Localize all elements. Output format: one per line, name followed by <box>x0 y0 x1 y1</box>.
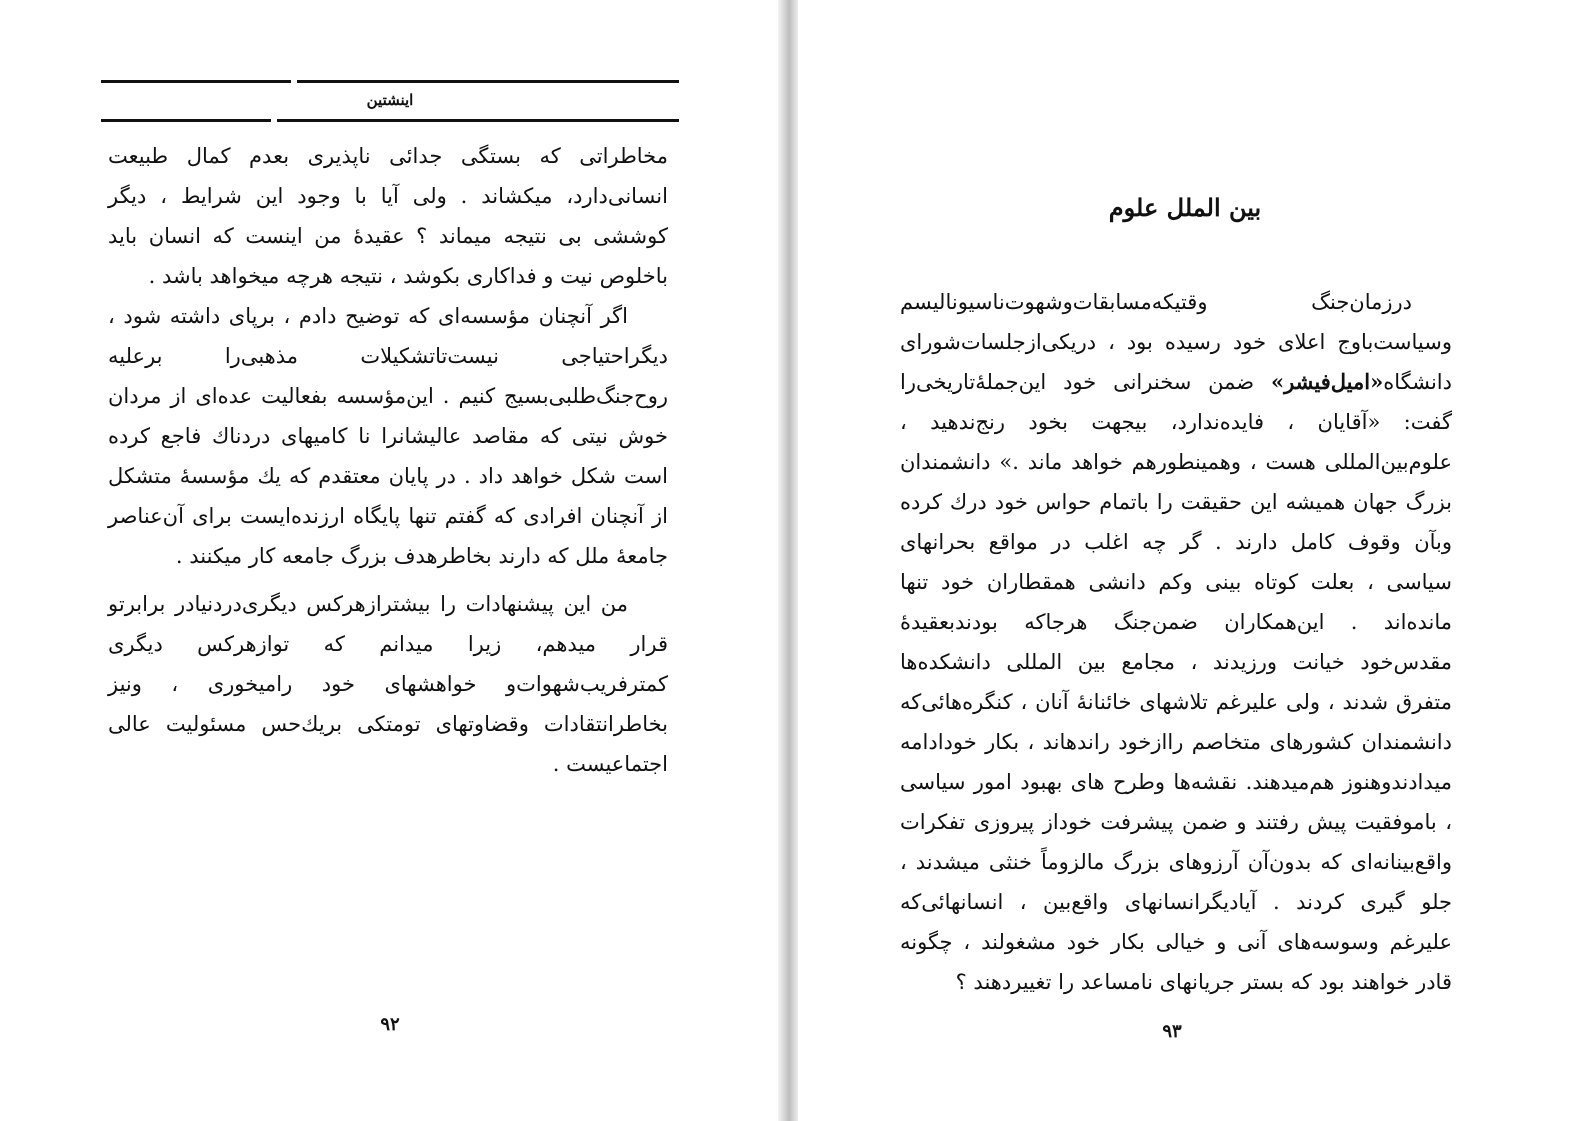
highlighted-name: «امیل‌فیشر» <box>1270 369 1384 394</box>
paragraph <box>900 282 1452 1002</box>
book-gutter <box>778 0 800 1121</box>
header-rule-gap <box>291 78 297 84</box>
paragraph: مخاطراتی که بستگی جدائی ناپذیری بعدم کمال طبیعت انسانی‌دارد، میکشاند . ولی آیا با وجود این شرایط ، دیگر کوششی بی نتیجه میماند ؟ عقیدهٔ من اینست که انسان باید باخلوص نیت و فداکاری بکوشد ، نتیجه هرچه میخواهد باشد . <box>108 144 668 288</box>
header-rule-top <box>101 80 679 83</box>
running-header <box>101 80 679 126</box>
chapter-title: بین الملل علوم <box>1108 193 1262 222</box>
header-rule-bottom <box>101 119 679 122</box>
left-page-body <box>108 136 668 784</box>
paragraph: اگر آنچنان مؤسسه‌ای که توضیح دادم ، برپای داشته شود ، دیگراحتیاجی نیست‌تاتشکیلات مذهبی‌را برعلیه روح‌جنگ‌طلبی‌بسیج کنیم . این‌مؤسسه بفعالیت عده‌ای از مردان خوش نیتی که مقاصد عالیشانرا نا کامیهای دردناك فاجع کرده است شکل خواهد داد . در پایان معتقدم که یك مؤسسهٔ متشکل از آنچنان افرادی که گفتم تنها پایگاه ارزنده‌ایست برای آن‌عناصر جامعهٔ ملل که دارند بخاطرهدف بزرگ جامعه کار میکنند . <box>108 304 668 568</box>
paragraph-text: ضمن سخنرانی خود این‌جملهٔ‌تاریخی‌را گفت: «آقایان ، فایده‌ندارد، بیجهت بخود رنج‌ندهید ، علوم‌بین‌المللی هست ، وهمینطورهم خواهد ماند .» دانشمندان بزرگ جهان همیشه این حقیقت را باتمام حواس خود درك کرده وبآن وقوف کامل دارند . گر چه اغلب در مواقع بحرانهای سیاسی ، بعلت کوتاه بینی وکم دانشی همقطاران خود تنها مانده‌اند . این‌همکاران ضمن‌جنگ هرجاکه بودندبعقیدهٔ مقدس‌خود خیانت ورزیدند ، مجامع بین المللی دانشکده‌ها متفرق شدند ، ولی علیرغم تلاشهای خائنانهٔ آنان ، کنگره‌هائی‌که دانشمندان کشورهای متخاصم رااز‌خود راندهاند ، بکار خودادامه میدادندوهنوز هم‌میدهند. نقشه‌ها وطرح های بهبود امور سیاسی ، باموفقیت پیش رفتند و ضمن پیشرفت خوداز پیروزی تفکرات واقع‌بینانه‌ای که بدون‌آن آرزوهای بزرگ مالزوماً خنثی میشدند ، جلو گیری کردند . آیادیگرانسانهای واقع‌بین ، انسانهائی‌که علیرغم وسوسه‌های آنی و خیالی بکار خود مشغولند ، چگونه قادر خواهند بود که بستر جریانهای نامساعد را تغییردهند ؟ <box>900 370 1452 994</box>
header-rule-gap <box>271 117 277 123</box>
left-page <box>0 0 780 1121</box>
page-number: ۹۲ <box>380 1014 400 1035</box>
page-number: ۹۳ <box>1162 1021 1182 1042</box>
running-title: اینشتین <box>366 91 414 109</box>
paragraph: من این پیشنهادات را بیشترازهرکس دیگری‌دردنیادر برابرتو قرار میدهم، زیرا میدانم که توازهرکس دیگری کمترفریب‌شهوات‌و خواهشهای خود رامیخوری ، ونیز بخاطرانتقادات وقضاوتهای تومتکی بریك‌حس مسئولیت عالی اجتماعیست . <box>108 592 668 776</box>
right-page-body <box>900 282 1452 1002</box>
paragraph-text: درزمان‌جنگ وقتیکه‌مسابقات‌وشهوت‌ناسیونالیسم وسیاست‌باوج اعلای خود رسیده بود ، دریکی‌ازجلسات‌شورای دانشگاه <box>900 290 1452 394</box>
